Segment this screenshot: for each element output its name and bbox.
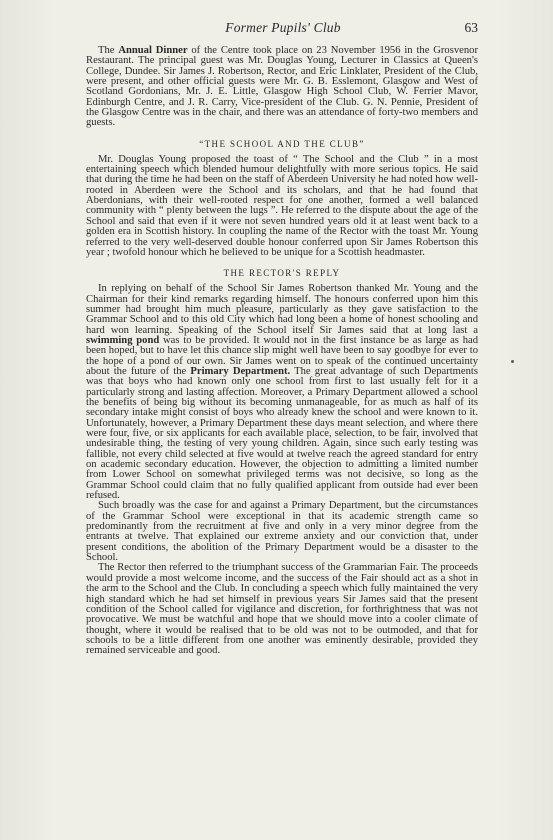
section-heading-school-and-club: “THE SCHOOL AND THE CLUB” bbox=[199, 138, 365, 149]
paragraph-toast: Mr. Douglas Young proposed the toast of “ The School and the Club ” in a most entertaining speech which blended humour delightfully with more serious topics. He said that during the time he had been on the staff of Aberdeen University he had noted how well-rooted in Aberdeen were the School and its scholars, and that he had found that Aberdonians, with their well-rooted respect for one another, formed a well balanced community with “ plenty between the lugs ”. He referred to the dispute about the age of the School and said that even if it were not seven hundred years old it at least went back to a golden era in Scottish history. In coupling the name of the Rector with the toast Mr. Young referred to the very well-deserved double honour conferred upon Sir James Robertson this year ; twofold honour which he believed to be unique for a Scottish headmaster. bbox=[86, 153, 478, 258]
running-title: Former Pupils' Club bbox=[225, 20, 341, 35]
paragraph-reply: In replying on behalf of the School Sir James Robertson thanked Mr. Young and the Chairman for their kind remarks regarding himself. The honours conferred upon him this summer had brought him much pleasure, particularly as they gave satisfaction to the Grammar School and to this old City which had long been a home of honest schooling and hard won learning. Speaking of the School itself Sir James said that at long last a swimming pond was to be provided. It would not in the first instance be as large as had been hoped, but to have let this chance slip might well have been to say goodbye for ever to the hope of a pond of our own. Sir James went on to speak of the continued uncertainty about the future of the Primary Department. The great advantage of such Departments was that boys who had known only one school from first to last usually felt for it a particularly strong and lasting affection. Moreover, a Primary Department allowed a school the benefits of being big without its becoming unmanageable, for as much as half of its secondary intake might consist of boys who already knew the school and were known to it. Unfortunately, however, a Primary Department these days meant selection, and where there were four, five, or six applicants for each available place, selection, to be fair, involved that undesirable thing, the testing of very young children. Again, since such early testing was fallible, not every child selected at five would at twelve reach the agreed standard for entry on academic secondary education. However, the objection to admitting a limited number from Lower School on somewhat privileged terms was not decisive, so long as the Grammar School could claim that no fully qualified applicant from outside had ever been refused. bbox=[86, 283, 478, 502]
body-text bbox=[86, 46, 478, 657]
bold-phrase: Primary Department. bbox=[190, 365, 291, 377]
paragraph-primary-case: Such broadly was the case for and against a Primary Department, but the circumstances of the Grammar School were exceptional in that its academic strength came so predominantly from the recruitment at five and only in a very minor degree from the entrants at twelve. That explained our extreme anxiety and our conviction that, under present conditions, the abolition of the Primary Department would be a disaster to the School. bbox=[86, 500, 478, 564]
bold-phrase: swimming pond bbox=[86, 334, 160, 346]
page-number: 63 bbox=[464, 20, 478, 35]
bold-phrase: Annual Dinner bbox=[118, 45, 188, 56]
paragraph-annual-dinner: The Annual Dinner of the Centre took place on 23 November 1956 in the Grosvenor Restaurant. The principal guest was Mr. Douglas Young, Lecturer in Classics at Queen's College, Dundee. Sir James J. Robertson, Rector, and Eric Linklater, President of the Club, were present, and other official guests were Mr. G. B. Esslemont, Glasgow and West of Scotland Gordonians, Mr. J. E. Little, Glasgow High School Club, W. Ferrier Mavor, Edinburgh Centre, and J. R. Carry, Vice-president of the Club. G. N. Pennie, President of the Glasgow Centre was in the chair, and there was an attendance of forty-two members and guests. bbox=[86, 45, 478, 129]
ink-speck bbox=[511, 360, 514, 363]
paragraph-grammarian-fair: The Rector then referred to the triumphant success of the Grammarian Fair. The proceeds would provide a most welcome income, and the success of the Fair should act as a shot in the arm to the School and the Club. In concluding a speech which fully maintained the very high standard which he had set himself in previous years Sir James said that the present condition of the School called for vigilance and discretion, for forthrightness that was not provocative. We must be watchful and hope that we should move into a cooler climate of thought, where it would be realised that to be old was not to be outmoded, and that for schools to be a little different from one another was eminently desirable, provided they remained serviceable and good. bbox=[86, 562, 478, 657]
section-heading-rector-reply: THE RECTOR'S REPLY bbox=[223, 268, 341, 279]
page-header bbox=[88, 20, 478, 38]
